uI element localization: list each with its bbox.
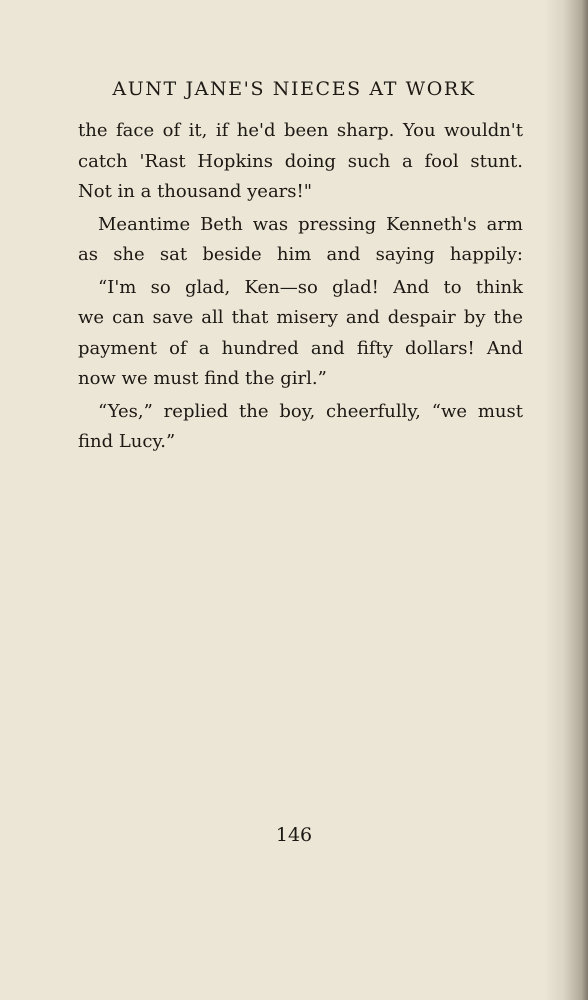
text-line: catch 'Rast Hopkins doing such a fool stunt. xyxy=(78,150,523,172)
body-text xyxy=(78,116,523,458)
paragraph xyxy=(78,210,523,271)
running-head: AUNT JANE'S NIECES AT WORK xyxy=(112,78,476,100)
text-line: Meantime Beth was pressing Kenneth's arm xyxy=(98,213,523,235)
text-line: “I'm so glad, Ken—so glad! And to think xyxy=(98,276,523,298)
paragraph xyxy=(78,397,523,458)
text-line: find Lucy.” xyxy=(78,431,176,452)
text-line: we can save all that misery and despair by the xyxy=(78,307,523,328)
page-edge-shadow xyxy=(544,0,588,1000)
text-line: payment of a hundred and fifty dollars! And xyxy=(78,337,523,359)
text-line: as she sat beside him and saying happily: xyxy=(78,244,523,265)
text-line: now we must find the girl.” xyxy=(78,368,327,389)
text-line: Not in a thousand years!" xyxy=(78,181,313,202)
paragraph xyxy=(78,116,523,208)
paragraph xyxy=(78,273,523,395)
text-line: the face of it, if he'd been sharp. You wouldn't xyxy=(78,120,523,141)
text-line: “Yes,” replied the boy, cheerfully, “we must xyxy=(98,400,523,422)
page-number: 146 xyxy=(275,824,313,846)
